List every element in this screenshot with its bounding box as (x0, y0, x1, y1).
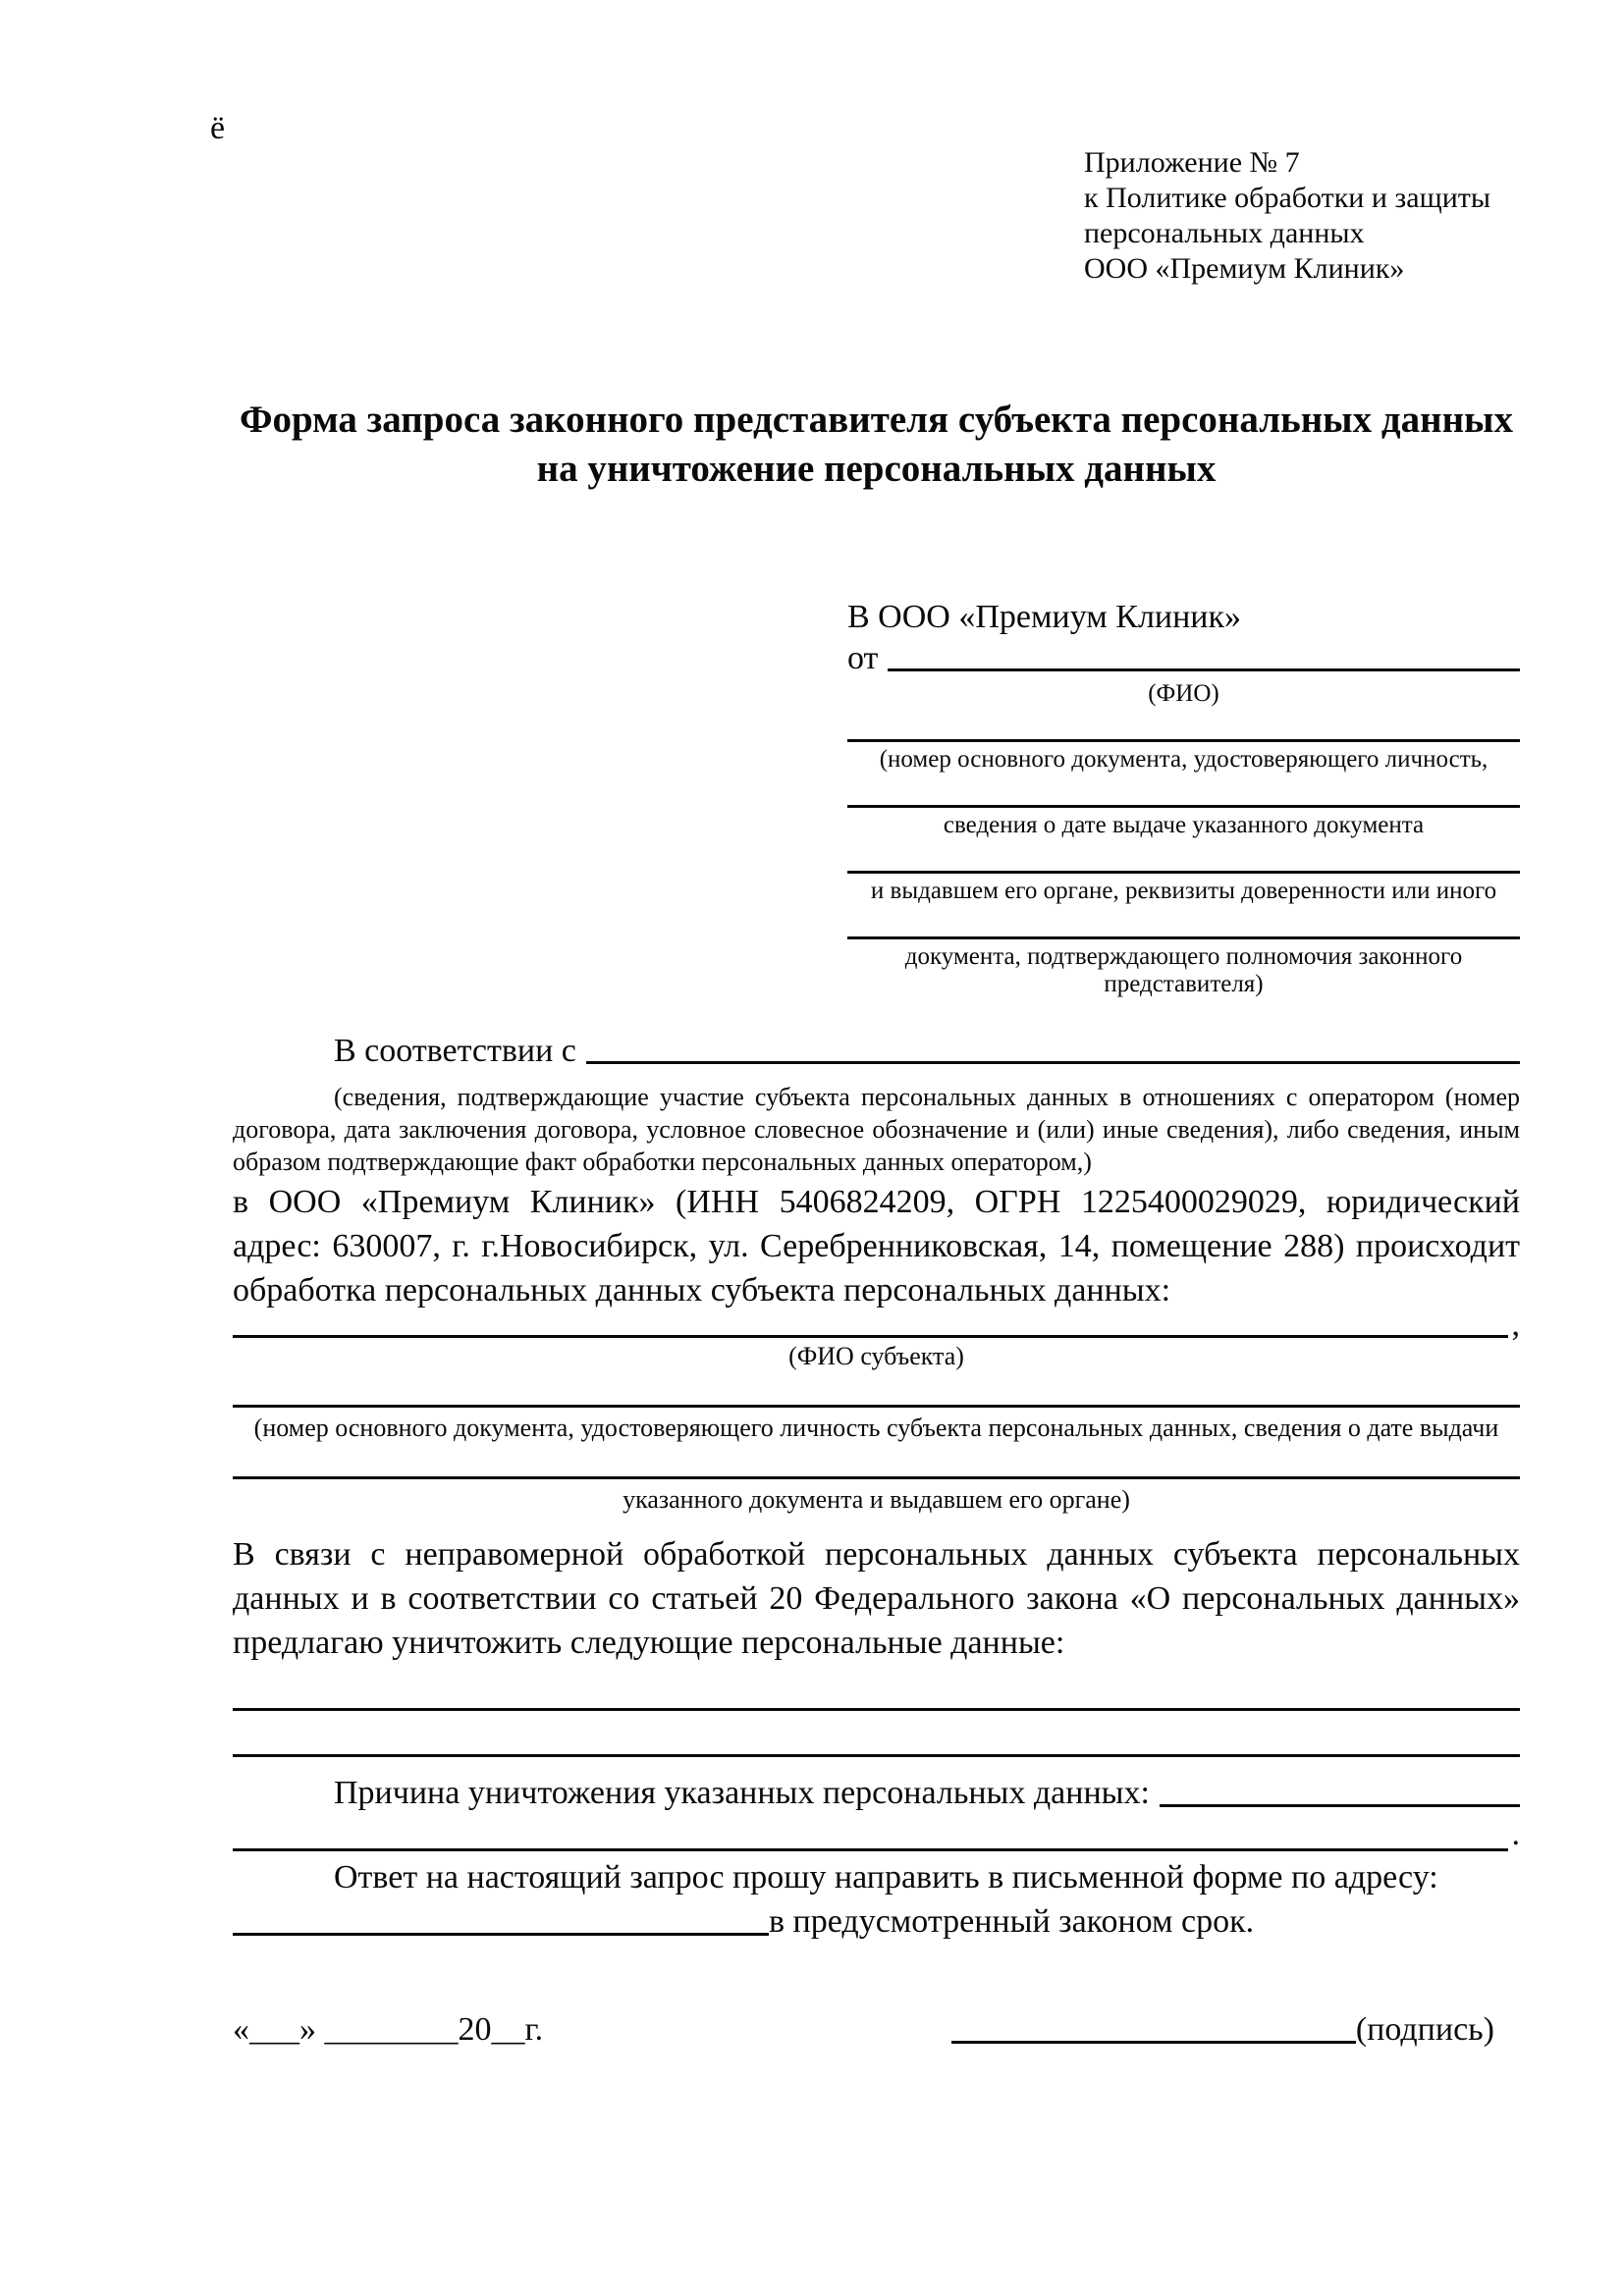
paragraph-indent (233, 1032, 334, 1071)
date-field[interactable]: «___» ________20__г. (233, 2011, 544, 2048)
from-label: от (847, 640, 879, 676)
destroy-data-fill-line[interactable] (233, 1708, 1520, 1711)
doc-line-unit (847, 871, 1520, 905)
unlawful-paragraph: В связи с неправомерной обработкой персональных данных субъекта персональных данных и в соответствии со статьей 20 Федерального закона «О персональных данных» предлагаю уничтожить следующие персональные данные: (233, 1536, 1520, 1661)
appendix-line: к Политике обработки и защиты (1084, 182, 1491, 214)
accordance-lead: В соответствии с (334, 1033, 576, 1069)
subject-fio-row (233, 1307, 1520, 1343)
subject-doc-unit (233, 1476, 1520, 1515)
reason-end-row (233, 1818, 1520, 1851)
signature-group (951, 2008, 1494, 2052)
accordance-row (233, 1032, 1520, 1071)
accordance-note: (сведения, подтверждающие участие субъекта персональных данных в отношениях с оператором (номер договора, дата заключения договора, условное словесное обозначение и (или) иные сведения), либо сведения, иным образом подтверждающие факт обработки персональных данных оператором,) (233, 1083, 1520, 1176)
addressee-block (847, 596, 1520, 998)
from-fill-line[interactable] (888, 639, 1520, 671)
addressee-from-row (847, 639, 1520, 678)
appendix-line: Приложение № 7 (1084, 146, 1300, 179)
reason-period: . (1511, 1816, 1520, 1852)
subject-doc-fill-line[interactable] (233, 1405, 1520, 1408)
doc-line-unit (847, 936, 1520, 998)
reason-lead: Причина уничтожения указанных персональных данных: (334, 1775, 1150, 1811)
doc-line-unit (847, 805, 1520, 839)
subject-doc-unit (233, 1405, 1520, 1443)
addressee-to: В ООО «Премиум Клиник» (847, 599, 1242, 635)
form-title-line: Форма запроса законного представителя субъекта персональных данных (239, 399, 1514, 441)
signature-fill-line[interactable] (951, 2041, 1356, 2044)
doc-line-caption: (номер основного документа, удостоверяющего личность, (879, 746, 1489, 773)
operator-paragraph: в ООО «Премиум Клиник» (ИНН 5406824209, ОГРН 1225400029029, юридический адрес: 630007, г. г.Новосибирск, ул. Серебренниковская, 14, помещение 288) происходит обработка персональных данных субъекта персональных данных: (233, 1184, 1520, 1308)
appendix-line: персональных данных (1084, 217, 1365, 249)
doc-line-unit (847, 739, 1520, 774)
subject-fio-fill-line[interactable] (233, 1335, 1508, 1338)
form-title (233, 396, 1520, 494)
subject-doc-caption: (номер основного документа, удостоверяющего личность субъекта персональных данных, сведения о дате выдачи (253, 1414, 1499, 1442)
doc-line-caption: сведения о дате выдаче указанного документа (943, 812, 1425, 838)
doc-line-caption: и выдавшем его органе, реквизиты доверенности или иного (870, 878, 1497, 904)
subject-fio-caption: (ФИО субъекта) (788, 1342, 964, 1370)
reason-fill-line[interactable] (1160, 1773, 1520, 1807)
doc-line-caption: документа, подтверждающего полномочия законного представителя) (904, 943, 1463, 997)
reason-row (233, 1773, 1520, 1814)
subject-doc-caption: указанного документа и выдавшем его органе) (623, 1485, 1130, 1514)
form-body (233, 596, 1520, 2052)
fio-caption: (ФИО) (1148, 680, 1219, 707)
form-title-line: на уничтожение персональных данных (536, 448, 1217, 490)
marginal-char: ё (210, 110, 226, 146)
address-fill-line[interactable] (233, 1899, 769, 1936)
paragraph-indent (233, 1773, 334, 1814)
response-paragraph: Ответ на настоящий запрос прошу направить в письменной форме по адресу: (334, 1859, 1438, 1896)
destroy-data-fill-line[interactable] (233, 1754, 1520, 1757)
appendix-note (1084, 145, 1536, 287)
accordance-fill-line[interactable] (586, 1032, 1520, 1064)
response-tail: в предусмотренный законом срок. (769, 1903, 1255, 1940)
response-address-row (233, 1899, 1520, 1944)
subject-fio-comma: , (1511, 1307, 1520, 1343)
footer-row (233, 2008, 1520, 2052)
subject-doc-fill-line[interactable] (233, 1476, 1520, 1479)
reason-fill-line-2[interactable] (233, 1848, 1508, 1851)
appendix-line: ООО «Премиум Клиник» (1084, 252, 1405, 285)
signature-caption: (подпись) (1355, 2011, 1494, 2048)
